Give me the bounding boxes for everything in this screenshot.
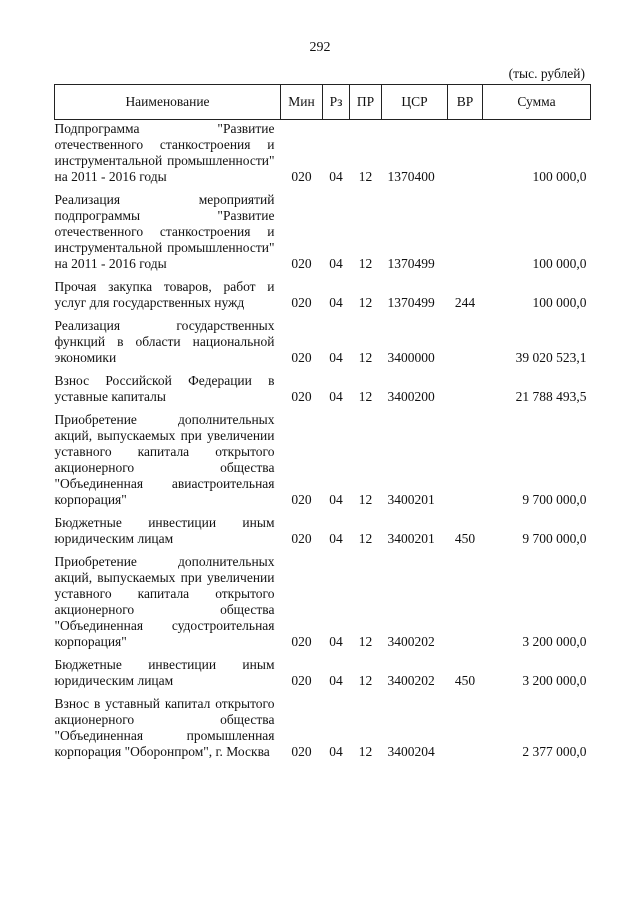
row-csr: 3400204 (387, 744, 435, 759)
row-csr: 3400202 (387, 634, 435, 649)
header-vr: ВР (448, 85, 483, 120)
row-min: 020 (291, 744, 312, 759)
row-min: 020 (291, 492, 312, 507)
table-row (55, 278, 591, 317)
row-rz: 04 (329, 389, 343, 404)
row-min: 020 (291, 673, 312, 688)
row-name: Взнос Российской Федерации в уставные капиталы (54, 373, 275, 404)
row-name: Подпрограмма "Развитие отечественного станкостроения и инструментальной промышленности" на 2011 - 2016 годы (54, 121, 275, 184)
header-sum: Сумма (483, 85, 591, 120)
table-row (55, 191, 591, 278)
row-csr: 3400202 (387, 673, 435, 688)
header-pr: ПР (350, 85, 382, 120)
row-pr: 12 (358, 634, 373, 649)
row-min: 020 (291, 295, 312, 310)
row-pr: 12 (358, 295, 373, 310)
row-sum: 100 000,0 (532, 256, 587, 271)
table-row (55, 695, 591, 766)
row-csr: 3400200 (387, 389, 435, 404)
row-csr: 3400201 (387, 531, 435, 546)
row-sum: 3 200 000,0 (522, 673, 587, 688)
row-csr: 3400201 (387, 492, 435, 507)
row-sum: 39 020 523,1 (515, 350, 587, 365)
row-name: Реализация мероприятий подпрограммы "Развитие отечественного станкостроения и инструментальной промышленности" на 2011 - 2016 годы (54, 192, 275, 271)
row-min: 020 (291, 350, 312, 365)
row-rz: 04 (329, 531, 343, 546)
row-csr: 1370499 (387, 295, 435, 310)
header-min: Мин (281, 85, 323, 120)
row-rz: 04 (329, 169, 343, 184)
header-row (55, 85, 591, 120)
row-pr: 12 (358, 673, 373, 688)
budget-table (54, 84, 591, 766)
row-name: Приобретение дополнительных акций, выпускаемых при увеличении уставного капитала открытого акционерного общества "Объединенная авиастроительная корпорация" (54, 412, 275, 507)
row-name: Взнос в уставный капитал открытого акционерного общества "Объединенная промышленная корпорация "Оборонпром", г. Москва (54, 696, 275, 759)
row-csr: 1370400 (387, 169, 435, 184)
table-row (55, 656, 591, 695)
row-rz: 04 (329, 673, 343, 688)
row-vr (448, 191, 483, 278)
row-rz: 04 (329, 256, 343, 271)
row-vr: 450 (454, 673, 476, 688)
row-rz: 04 (329, 744, 343, 759)
table-row (55, 120, 591, 192)
row-sum: 100 000,0 (532, 169, 587, 184)
row-pr: 12 (358, 169, 373, 184)
row-pr: 12 (358, 389, 373, 404)
row-name: Приобретение дополнительных акций, выпускаемых при увеличении уставного капитала открытого акционерного общества "Объединенная судостроительная корпорация" (54, 554, 275, 649)
row-min: 020 (291, 256, 312, 271)
row-name: Прочая закупка товаров, работ и услуг для государственных нужд (54, 279, 275, 310)
row-name: Реализация государственных функций в области национальной экономики (54, 318, 275, 365)
row-vr: 450 (454, 531, 476, 546)
row-pr: 12 (358, 256, 373, 271)
row-pr: 12 (358, 744, 373, 759)
header-name: Наименование (55, 85, 281, 120)
row-sum: 9 700 000,0 (522, 531, 587, 546)
header-csr: ЦСР (382, 85, 448, 120)
row-sum: 2 377 000,0 (522, 744, 587, 759)
row-vr (448, 120, 483, 192)
row-sum: 9 700 000,0 (522, 492, 587, 507)
header-rz: Рз (323, 85, 350, 120)
row-rz: 04 (329, 634, 343, 649)
row-vr (448, 372, 483, 411)
table-row (55, 372, 591, 411)
row-csr: 3400000 (387, 350, 435, 365)
row-min: 020 (291, 169, 312, 184)
row-vr (448, 553, 483, 656)
page-number: 292 (309, 40, 331, 55)
table-row (55, 317, 591, 372)
row-vr (448, 411, 483, 514)
row-min: 020 (291, 634, 312, 649)
row-vr (448, 317, 483, 372)
row-sum: 3 200 000,0 (522, 634, 587, 649)
row-sum: 21 788 493,5 (515, 389, 587, 404)
table-row (55, 514, 591, 553)
table-row (55, 553, 591, 656)
row-pr: 12 (358, 531, 373, 546)
row-name: Бюджетные инвестиции иным юридическим лицам (54, 515, 275, 546)
row-pr: 12 (358, 350, 373, 365)
row-name: Бюджетные инвестиции иным юридическим лицам (54, 657, 275, 688)
row-min: 020 (291, 389, 312, 404)
row-rz: 04 (329, 492, 343, 507)
row-csr: 1370499 (387, 256, 435, 271)
units-label: (тыс. рублей) (508, 66, 585, 81)
table-row (55, 411, 591, 514)
row-min: 020 (291, 531, 312, 546)
row-pr: 12 (358, 492, 373, 507)
row-vr: 244 (454, 295, 476, 310)
row-rz: 04 (329, 295, 343, 310)
row-vr (448, 695, 483, 766)
row-rz: 04 (329, 350, 343, 365)
row-sum: 100 000,0 (532, 295, 587, 310)
